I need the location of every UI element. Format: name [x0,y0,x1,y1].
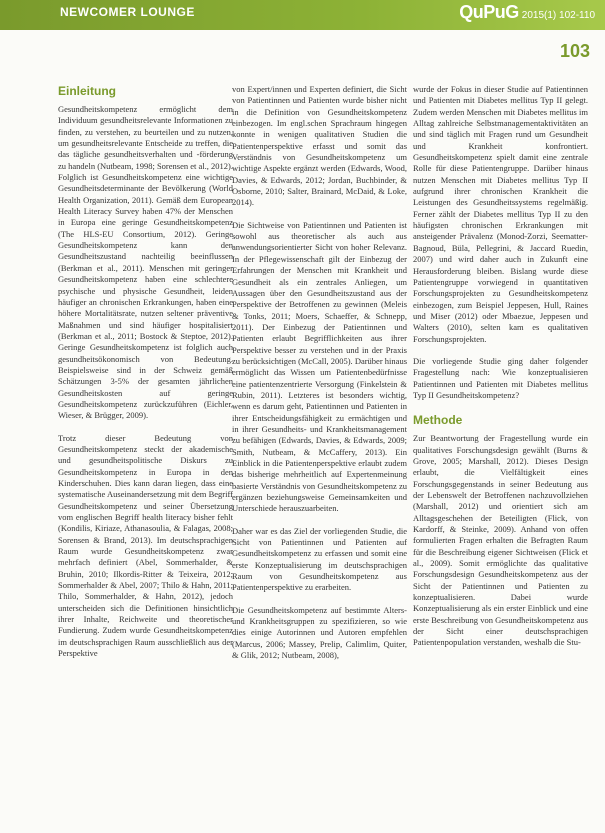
journal-info [459,2,595,23]
paragraph: Daher war es das Ziel der vorliegenden Studie, die Sicht von Patientinnen und Patienten auf Gesundheitskompetenz zu erfassen und somit eine erste Konzeptualisierung im deutschsprachigen Raum von Gesundheitskompetenz aus Patientenperspektive zu erarbeiten. [232,525,407,593]
paragraph: Die vorliegende Studie ging daher folgender Fragestellung nach: Wie konzeptualisieren Patientinnen und Patienten mit Diabetes mellitus Typ II Gesundheitskompetenz? [413,355,588,400]
header-bar [0,0,605,30]
paragraph: Zur Beantwortung der Fragestellung wurde ein qualitatives Forschungsdesign gewählt (Burns & Grove, 2005; Marshall, 2012). Dieses Design erlaubt, die Vielfältigkeit eines Forschungsgegenstands in seiner Bedeutung aus der Lebenswelt der Betroffenen nachzuvollziehen (Marshall, 2012) und orientiert sich am Alltagsgeschehen der Beteiligten (Flick, von Kardorff, & Steinke, 2009). Anhand von offen formulierten Fragen erhalten die Befragten Raum für die Beschreibung eigener Sichtweisen (Flick et al., 2009). Somit ermöglichte das qualitative Forschungsdesign Gesundheitskompetenz aus der Sicht der Patientinnen und Patienten zu konzeptualisieren. Dabei wurde Konzeptualisierung als ein erster Einblick und eine erste Beschreibung von Gesundheitskompetenz aus der Sicht einer deutschsprachigen Patientenpopulation verstanden, weshalb die Stu- [413,433,588,648]
paragraph: von Expert/innen und Experten definiert, die Sicht von Patientinnen und Patienten wurde bisher nicht in die Definition von Gesundheitskompetenz einbezogen. Im engl.schen Sprachraum hingegen konnte in wenigen qualitativen Studien die Patientenperspektive erfasst und somit das Verständnis von Gesundheitskompetenz um wichtige Aspekte ergänzt werden (Edwards, Wood, Davies, & Edwards, 2012; Jordan, Buchbinder, & Osborne, 2010; Salter, Brainard, McDaid, & Loke, 2014). [232,84,407,208]
column-1 [58,84,233,671]
column-2 [232,84,407,673]
paragraph: Die Sichtweise von Patientinnen und Patienten ist sowohl aus theoretischer als auch aus anwendungsorientierter Sicht von hoher Relevanz. In der Pflegewissenschaft gilt der Einbezug der Erfahrungen der Menschen mit Krankheit und Gesundheit als ein zentrales Anliegen, um Aussagen über den Gesundheitszustand aus der Perspektive der Betroffenen zu gewinnen (Meleis & Tonks, 2011; Moers, Schaeffer, & Schnepp, 2011). Der Einbezug der Patientinnen und Patienten erlaubt Begrifflichkeiten aus ihrer Perspektive besser zu verstehen und in der Praxis zu berücksichtigen (McCall, 2005). Darüber hinaus ermöglicht das Wissen um Patientenbedürfnisse eine patientenzentrierte Versorgung (Finkelstein & Rubin, 2011). Letzteres ist besonders wichtig, wenn es darum geht, Patientinnen und Patienten in ihrer Entscheidungsfähigkeit zu ermächtigen und in ihrer Gesundheits- und Krankheitsmanagement zu befähigen (Edwards, Davies, & Edwards, 2009; Smith, Nutbeam, & McCaffery, 2013). Ein Einblick in die Patientenperspektive erlaubt zudem das bisherige mehrheitlich auf Expertenmeinung basierte Verständnis von Gesundheitskompetenz zu ergänzen beziehungsweise Gemeinsamkeiten und Unterschiede herauszuarbeiten. [232,219,407,514]
paragraph: Gesundheitskompetenz ermöglicht dem Individuum gesundheitsrelevante Informationen zu finden, zu verstehen, zu beurteilen und zu nutzen, um gesundheitsrelevante Entscheide zu treffen, die das tägliche gesundheitsverhalten und -förderung zu handeln (Nutbeam, 1998; Sorensen et al., 2012). Folglich ist Gesundheitskompetenz eine wichtige Gesundheitsdeterminante der Bevölkerung (World Health Organization, 2011). Gemäß dem European Health Literacy Survey haben 47% der Menschen in Europa eine geringe Gesundheitskompetenz (The HLS-EU Consortium, 2012). Geringe Gesundheitskompetenz kann den Gesundheitszustand nachteilig beeinflussen (Berkman et al., 2011). Menschen mit geringer Gesundheitskompetenz haben eine schlechtere psychische und physische Gesundheit, leiden häufiger an chronischen Erkrankungen, haben eine höhere Mortalitätsrate, nutzen seltener präventive Maßnahmen und sind häufiger hospitalisiert (Berkman et al., 2011; Bostock & Steptoe, 2012). Geringe Gesundheitskompetenz ist folglich auch gesundheitsökonomisch von Bedeutung. Beispielsweise sind in der Schweiz gemäß Schätzungen 3-5% der gesamten jährlichen Gesundheitskosten auf geringe Gesundheitskompetenz zurückzuführen (Eichler, Wieser, & Brügger, 2009). [58,104,233,421]
paragraph: Die Gesundheitskompetenz auf bestimmte Alters- und Krankheitsgruppen zu spezifizieren, so wie dies einige Autorinnen und Autoren empfehlen (Marcus, 2006; Massey, Prelip, Calimlim, Quiter, & Glik, 2012; Nutbeam, 2008), [232,604,407,661]
heading-methode: Methode [413,413,463,428]
journal-name: QuPuG [459,2,519,22]
column-3 [413,84,588,660]
paragraph: wurde der Fokus in dieser Studie auf Patientinnen und Patienten mit Diabetes mellitus Typ II gelegt. Zudem werden Menschen mit Diabetes mellitus im Alltag zahlreiche Selbstmanagementaktivitäten an und sind täglich mit Fragen rund um Gesundheit und Krankheit konfrontiert. Gesundheitskompetenz spielt damit eine zentrale Rolle für diese Patientengruppe. Darüber hinaus nutzen Menschen mit Diabetes mellitus Typ II aufgrund ihrer chronischen Krankheit die Leistungen des Gesundheitssystems regelmäßig. Ferner zählt der Diabetes mellitus Typ II zu den häufigsten chronischen Erkrankungen mit ansteigender Prävalenz (Monod-Zorzi, Seematter-Bagnoud, Büla, Pellegrini, & Jaccard Ruedin, 2007) und wird daher auch in Zukunft eine Herausforderung bleiben. Bislang wurde diese Patientengruppe vorwiegend in quantitativen Forschungsprojekten zu Gesundheitskompetenz einbezogen, zum Beispiel Jeppesen, Hull, Raines und Miser (2012) oder Mbaezue, Jeppesen und Walters (2010), selten kam es qualitativen Forschungsprojekten. [413,84,588,344]
page-number: 103 [559,41,590,61]
paragraph: Trotz dieser Bedeutung von Gesundheitskompetenz steckt der akademische und gesundheitspolitische Diskurs zu Gesundheitskompetenz in Europa in den Kinderschuhen. Dies kann daran liegen, dass eine systematische Auseinandersetzung mit dem Begriff Gesundheitskompetenz und seiner Übersetzung vom englischen Begriff health literacy bisher fehlt (Kondilis, Kiriaze, Athanasoulia, & Falagas, 2008; Sorensen & Brand, 2013). Im deutschsprachigen Raum wurde Gesundheitskompetenz zwar mehrfach definiert (Abel, Sommerhalder, & Bruhin, 2010; Ilkordis-Ritter & Teixeira, 2012; Sommerhalder & Abel, 2007; Thilo & Hahn, 2011; Thilo, Sommerhalder, & Hahn, 2012), jedoch unterscheiden sich die Definitionen hinsichtlich ihrer Inhalte, Reichweite und theoretischer Fundierung. Zudem wurde Gesundheitskompetenz im deutschsprachigen Raum ausschließlich aus der Perspektive [58,432,233,659]
section-label: NEWCOMER LOUNGE [60,5,195,19]
issue-info: 2015(1) 102-110 [521,10,595,21]
heading-einleitung: Einleitung [58,84,116,98]
